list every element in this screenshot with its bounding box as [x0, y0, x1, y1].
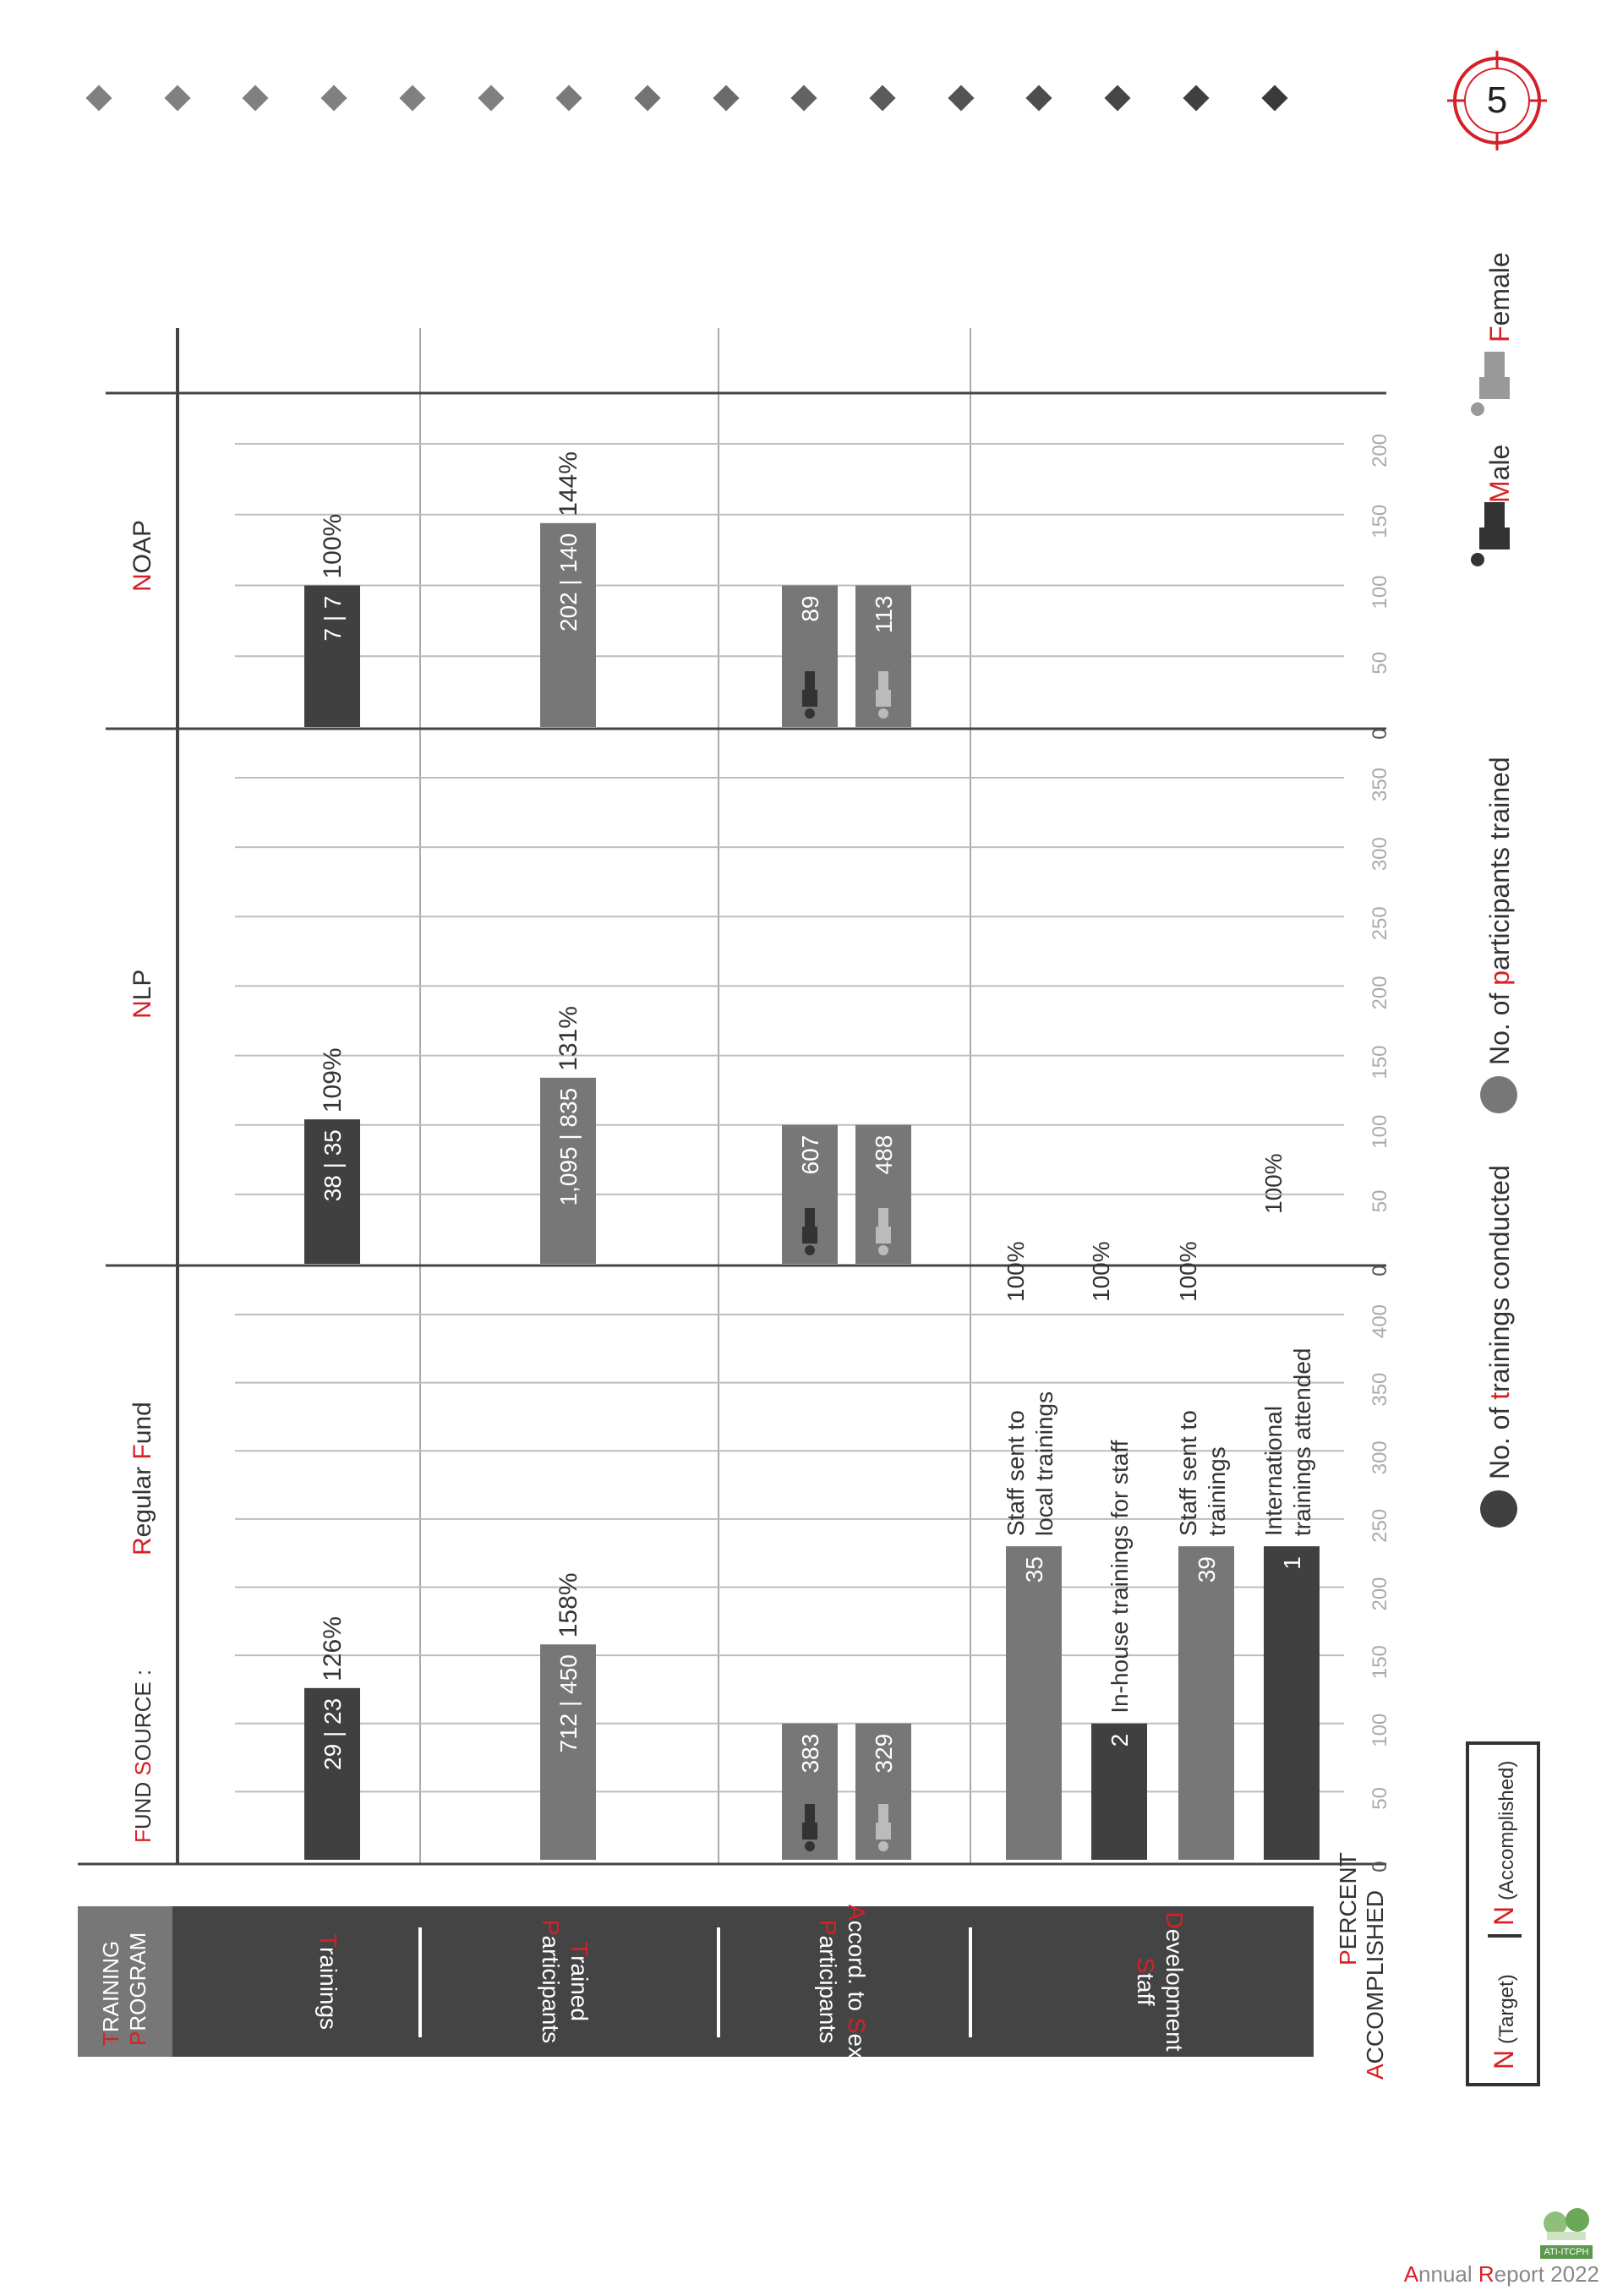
- bar-value-label: 39: [1194, 1556, 1220, 1583]
- bar-value-label: 1: [1279, 1556, 1305, 1570]
- staff-desc-line1: Staff sent to: [1003, 1410, 1029, 1537]
- tick-label: 50: [1369, 1787, 1391, 1810]
- bar-percent-label: 109%: [319, 1047, 347, 1113]
- bar-staff: [1264, 1546, 1320, 1860]
- row-header-title-line2: PROGRAM: [125, 1932, 150, 2046]
- bar-value-label: 488: [871, 1134, 897, 1175]
- fund-name-1: NLP: [128, 969, 156, 1019]
- male-legend-icon: [1471, 502, 1510, 566]
- ati-itcph-logo: [1540, 2201, 1593, 2259]
- staff-percent-label: 100%: [1260, 1153, 1287, 1214]
- legend-participants-label: No. of participants trained: [1484, 757, 1515, 1065]
- female-legend-icon: [1471, 352, 1510, 416]
- tick-label: 150: [1369, 1045, 1391, 1080]
- key-n-target: N: [1489, 2049, 1519, 2069]
- bar-value-label: 712 | 450: [555, 1654, 582, 1753]
- tick-label: 300: [1369, 1440, 1391, 1475]
- tick-label: 250: [1369, 906, 1391, 941]
- staff-desc-line2: local trainings: [1031, 1391, 1057, 1537]
- bar-percent-label: 126%: [319, 1616, 347, 1681]
- page-number: 5: [1486, 79, 1508, 121]
- legend-trainings-dot: [1480, 1490, 1517, 1528]
- bar-value-label: 1,095 | 835: [555, 1087, 582, 1206]
- row-header-name-line2: Trained: [566, 1942, 593, 2021]
- bar-value-label: 38 | 35: [320, 1129, 346, 1202]
- tick-label: 400: [1369, 1304, 1391, 1339]
- tick-label: 50: [1369, 651, 1391, 675]
- key-accomplished-label: (Accomplished): [1495, 1760, 1518, 1900]
- bar-value-label: 2: [1107, 1733, 1133, 1747]
- bar-value-label: 329: [871, 1733, 897, 1774]
- tick-label: 0: [1369, 1265, 1391, 1276]
- row-header-name-line1: Participants: [538, 1919, 564, 2044]
- legend-female-label: Female: [1484, 252, 1515, 342]
- bar-value-label: 607: [797, 1134, 823, 1175]
- tick-label: 300: [1369, 837, 1391, 872]
- row-header-name-line1: Staff: [1133, 1957, 1159, 2006]
- legend-participants-dot: [1480, 1076, 1517, 1113]
- bar-staff: [1178, 1546, 1234, 1860]
- staff-desc-line1: In-house trainings for staff: [1107, 1440, 1133, 1714]
- tick-label: 200: [1369, 1577, 1391, 1611]
- legend-trainings-label: No. of trainings conducted: [1484, 1165, 1515, 1479]
- tick-label: 150: [1369, 504, 1391, 538]
- fund-source-label: FUND SOURCE :: [130, 1669, 156, 1843]
- percent-accomplished-line2: ACCOMPLISHED: [1362, 1889, 1388, 2080]
- staff-desc-line2: trainings attended: [1289, 1348, 1315, 1537]
- bar-value-label: 89: [797, 595, 823, 622]
- tick-label: 100: [1369, 1114, 1391, 1149]
- footer-annual-report: Annual Report 2022: [1403, 2261, 1599, 2287]
- bar-percent-label: 100%: [319, 513, 347, 579]
- bar-value-label: 29 | 23: [320, 1697, 346, 1770]
- tick-label: 0: [1369, 1861, 1391, 1872]
- bar-value-label: 35: [1021, 1556, 1047, 1583]
- staff-desc-line1: International: [1260, 1406, 1287, 1537]
- staff-percent-label: 100%: [1088, 1241, 1114, 1302]
- row-header-name-line2: Development: [1161, 1911, 1188, 2052]
- bar-value-label: 7 | 7: [320, 595, 346, 642]
- bar-percent-label: 144%: [555, 451, 582, 517]
- percent-accomplished-line1: PERCENT: [1335, 1852, 1361, 1965]
- fund-name-0: Regular Fund: [128, 1402, 156, 1555]
- staff-desc-line1: Staff sent to: [1175, 1410, 1201, 1537]
- legend-male-label: Male: [1484, 444, 1515, 503]
- tick-label: 150: [1369, 1645, 1391, 1680]
- row-header-name-line1: Participants: [815, 1919, 841, 2044]
- tick-label: 350: [1369, 1372, 1391, 1407]
- row-header-name-line2: Accord. to Sex: [844, 1904, 870, 2059]
- bar-percent-label: 131%: [555, 1006, 582, 1071]
- bar-percent-label: 158%: [555, 1572, 582, 1638]
- tick-label: 250: [1369, 1508, 1391, 1543]
- tick-label: 200: [1369, 433, 1391, 468]
- key-target-label: (Target): [1495, 1974, 1518, 2044]
- bar-value-label: 383: [797, 1733, 823, 1774]
- tick-label: 100: [1369, 575, 1391, 610]
- bar-value-label: 113: [871, 595, 897, 634]
- staff-percent-label: 100%: [1003, 1241, 1029, 1302]
- staff-desc-line2: trainings: [1204, 1446, 1230, 1537]
- tick-label: 200: [1369, 976, 1391, 1010]
- row-header-panel: [78, 1906, 1314, 2057]
- row-header-title-line1: TRAINING: [98, 1940, 123, 2046]
- logo-caption: ATI-ITCPH: [1540, 2245, 1593, 2259]
- bar-value-label: 202 | 140: [555, 533, 582, 632]
- tick-label: 100: [1369, 1713, 1391, 1747]
- tick-label: 50: [1369, 1189, 1391, 1213]
- bar-staff: [1006, 1546, 1062, 1860]
- tick-label: 350: [1369, 767, 1391, 802]
- tick-label: 0: [1369, 728, 1391, 740]
- fund-name-2: NOAP: [128, 519, 156, 592]
- key-n-accomplished: N: [1489, 1905, 1519, 1926]
- staff-percent-label: 100%: [1175, 1241, 1201, 1302]
- row-header-name: Trainings: [315, 1932, 342, 2031]
- logo-emblem-icon: [1540, 2201, 1593, 2245]
